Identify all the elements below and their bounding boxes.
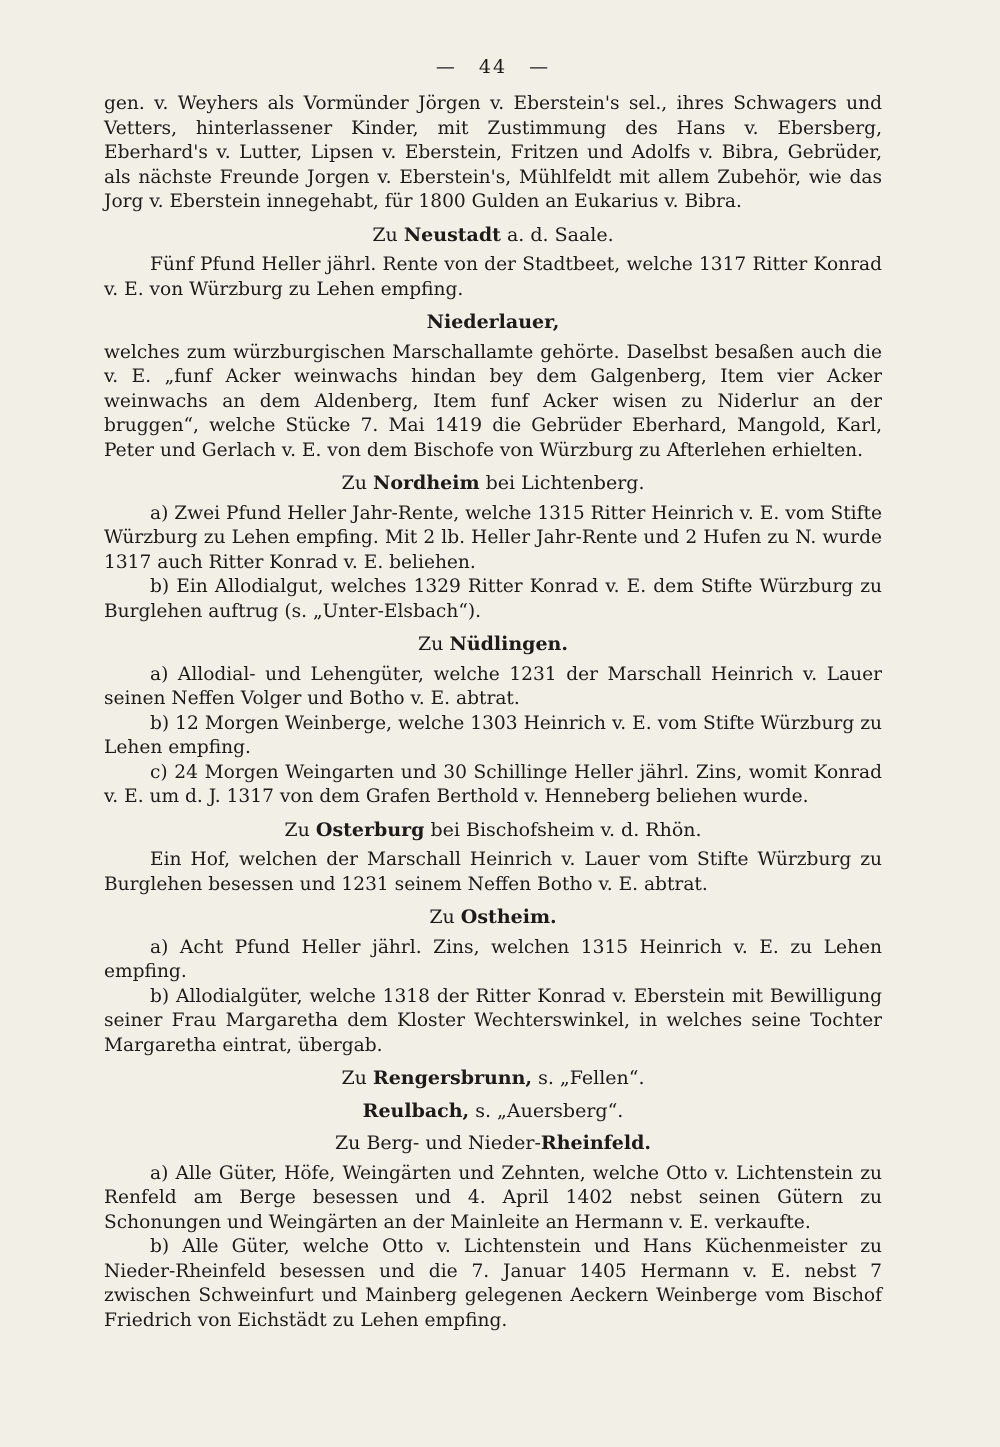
heading-suffix: s. „Fellen“.: [532, 1067, 645, 1089]
heading-place-name: Nüdlingen.: [449, 633, 568, 655]
heading-place-name: Reulbach,: [362, 1099, 470, 1122]
section-heading: [104, 1131, 882, 1156]
heading-suffix: bei Lichtenberg.: [479, 472, 645, 494]
heading-prefix: Zu: [341, 1067, 373, 1089]
page-number-dash-right: —: [529, 56, 551, 78]
heading-place-name: Rheinfeld.: [540, 1132, 652, 1154]
section-heading: [104, 632, 882, 657]
section-heading: [104, 310, 882, 335]
body-paragraph: Fünf Pfund Heller jährl. Rente von der Stadtbeet, welche 1317 Ritter Konrad v. E. von Würzburg zu Lehen empfing.: [104, 254, 882, 300]
heading-prefix: Zu: [429, 906, 461, 928]
body-paragraph: b) Alle Güter, welche Otto v. Lichtenstein und Hans Küchenmeister zu Nieder-Rheinfeld besessen und die 7. Januar 1405 Hermann v. E. nebst 7 zwischen Schweinfurt und Mainberg gelegenen Aeckern Weinberge vom Bischof Friedrich von Eichstädt zu Lehen empfing.: [104, 1236, 882, 1331]
heading-prefix: Zu: [372, 223, 404, 246]
body-paragraph: Ein Hof, welchen der Marschall Heinrich v. Lauer vom Stifte Würzburg zu Burglehen besessen und 1231 seinem Neffen Botho v. E. abtrat.: [104, 849, 882, 895]
body-paragraph: a) Alle Güter, Höfe, Weingärten und Zehnten, welche Otto v. Lichtenstein zu Renfeld am Berge besessen und 4. April 1402 nebst seinen Gütern zu Schonungen und Weingärten an der Mainleite an Hermann v. E. verkaufte.: [104, 1162, 882, 1233]
page-number-dash-left: —: [435, 56, 457, 78]
heading-place-name: Osterburg: [315, 818, 425, 841]
section-heading: [104, 905, 882, 930]
body-paragraph: gen. v. Weyhers als Vormünder Jörgen v. Eberstein's sel., ihres Schwagers und Vetters, hinterlassener Kinder, mit Zustimmung des Hans v. Ebersberg, Eberhard's v. Lutter, Lipsen v. Eberstein, Fritzen und Adolfs v. Bibra, Gebrüder, als nächste Freunde Jorgen v. Eberstein's, Mühlfeldt mit allem Zubehör, wie das Jorg v. Eberstein innegehabt, für 1800 Gulden an Eukarius v. Bibra.: [104, 93, 882, 212]
heading-suffix: bei Bischofsheim v. d. Rhön.: [424, 818, 702, 841]
section-heading: [104, 223, 882, 248]
body-paragraph: b) Ein Allodialgut, welches 1329 Ritter Konrad v. E. dem Stifte Würzburg zu Burglehen auftrug (s. „Unter-Elsbach“).: [104, 576, 882, 622]
section-heading: [104, 818, 882, 843]
page-number-value: 44: [478, 56, 508, 78]
page-number: [104, 56, 882, 78]
heading-place-name: Nordheim: [372, 472, 480, 494]
heading-place-name: Niederlauer,: [426, 311, 560, 333]
heading-prefix: Zu: [417, 633, 450, 655]
heading-prefix: Zu Berg- und Nieder-: [334, 1132, 541, 1154]
page-body: [104, 92, 882, 1333]
body-paragraph: welches zum würzburgischen Marschallamte gehörte. Daselbst besaßen auch die v. E. „funf Acker weinwachs hindan bey dem Galgenberg, Item vier Acker weinwachs an dem Aldenberg, Item funf Acker wisen zu Niderlur an der bruggen“, welche Stücke 7. Mai 1419 die Gebrüder Eberhard, Mangold, Karl, Peter und Gerlach v. E. von dem Bischofe von Würzburg zu Afterlehen erhielten.: [104, 341, 882, 461]
heading-place-name: Rengersbrunn,: [372, 1067, 533, 1089]
body-paragraph: a) Allodial- und Lehengüter, welche 1231 der Marschall Heinrich v. Lauer seinen Neffen Volger und Botho v. E. abtrat.: [104, 663, 882, 709]
body-paragraph: a) Acht Pfund Heller jährl. Zins, welchen 1315 Heinrich v. E. zu Lehen empfing.: [104, 936, 882, 982]
section-heading: [104, 1066, 882, 1091]
body-paragraph: a) Zwei Pfund Heller Jahr-Rente, welche 1315 Ritter Heinrich v. E. vom Stifte Würzburg zu Lehen empfing. Mit 2 lb. Heller Jahr-Rente und 2 Hufen zu N. wurde 1317 auch Ritter Konrad v. E. beliehen.: [104, 502, 882, 573]
section-heading: [104, 1099, 882, 1124]
heading-place-name: Ostheim.: [460, 906, 557, 928]
body-paragraph: c) 24 Morgen Weingarten und 30 Schillinge Heller jährl. Zins, womit Konrad v. E. um d. J. 1317 von dem Grafen Berthold v. Henneberg beliehen wurde.: [104, 761, 882, 807]
heading-place-name: Neustadt: [403, 223, 501, 246]
heading-prefix: Zu: [341, 472, 373, 494]
body-paragraph: b) Allodialgüter, welche 1318 der Ritter Konrad v. Eberstein mit Bewilligung seiner Frau Margaretha dem Kloster Wechterswinkel, in welches seine Tochter Margaretha eintrat, übergab.: [104, 985, 882, 1056]
body-paragraph: b) 12 Morgen Weinberge, welche 1303 Heinrich v. E. vom Stifte Würzburg zu Lehen empfing.: [104, 712, 882, 758]
section-heading: [104, 471, 882, 496]
heading-prefix: Zu: [284, 818, 316, 841]
heading-suffix: s. „Auersberg“.: [469, 1099, 624, 1122]
heading-suffix: a. d. Saale.: [500, 223, 614, 246]
